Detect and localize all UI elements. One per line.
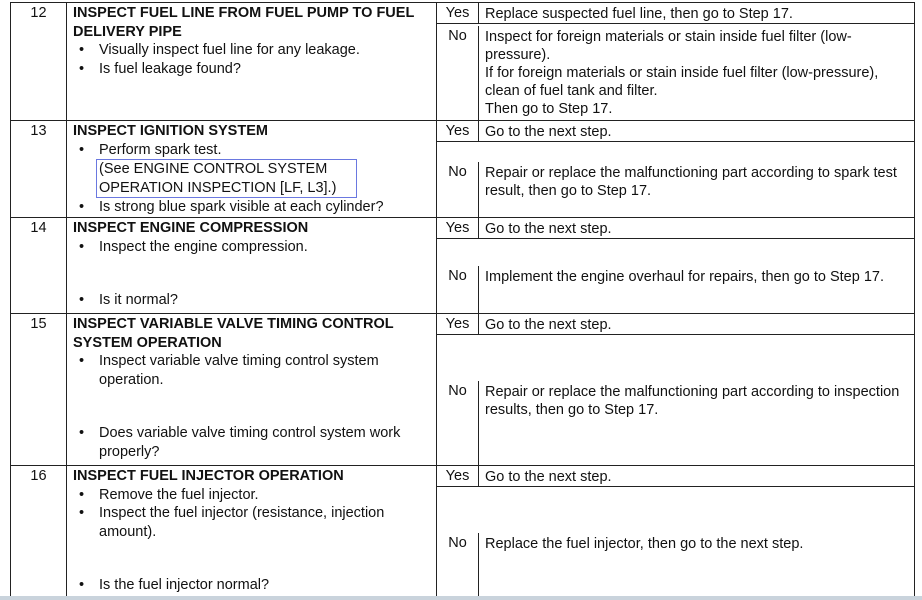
step-row-16 xyxy=(11,465,914,598)
inspection-bullet: • Visually inspect fuel line for any leakage. xyxy=(73,41,432,60)
inspection-cell xyxy=(67,121,437,221)
step-row-12 xyxy=(11,2,914,120)
step-number: 14 xyxy=(11,218,67,313)
inspection-bullet: • Remove the fuel injector. xyxy=(73,486,432,505)
no-label: No xyxy=(437,533,479,599)
step-row-15 xyxy=(11,313,914,465)
yes-action: Go to the next step. xyxy=(479,121,914,142)
yes-label: Yes xyxy=(437,466,479,487)
no-label: No xyxy=(437,162,479,220)
step-number: 16 xyxy=(11,466,67,598)
no-label: No xyxy=(437,381,479,465)
inspection-cell xyxy=(67,3,437,120)
yes-label: Yes xyxy=(437,3,479,24)
diagnostic-procedure-table xyxy=(10,2,915,598)
inspection-question: • Does variable valve timing control system work properly? xyxy=(73,424,432,461)
step-title: INSPECT IGNITION SYSTEM xyxy=(73,123,268,139)
inspection-bullet: • Inspect the engine compression. xyxy=(73,238,432,257)
yes-label: Yes xyxy=(437,314,479,335)
no-action: Replace the fuel injector, then go to the next step. xyxy=(485,535,804,552)
inspection-question: • Is the fuel injector normal? xyxy=(73,576,432,595)
yes-action: Replace suspected fuel line, then go to Step 17. xyxy=(479,3,914,24)
inspection-question: • Is fuel leakage found? xyxy=(73,60,432,79)
inspection-cell xyxy=(67,466,437,598)
step-number: 13 xyxy=(11,121,67,221)
no-action xyxy=(479,26,914,120)
no-action: Repair or replace the malfunctioning part according to spark test result, then go to Step 17. xyxy=(485,165,897,200)
no-label: No xyxy=(437,266,479,313)
no-action: Repair or replace the malfunctioning part according to inspection results, then go to Step 17. xyxy=(485,384,900,418)
step-number: 15 xyxy=(11,314,67,465)
inspection-question: • Is it normal? xyxy=(73,291,432,310)
yes-label: Yes xyxy=(437,218,479,239)
viewer-bottom-edge xyxy=(0,596,922,600)
inspection-cell xyxy=(67,314,437,465)
step-title: INSPECT ENGINE COMPRESSION xyxy=(73,220,309,236)
no-action-line: Then go to Step 17. xyxy=(485,101,613,117)
yes-action: Go to the next step. xyxy=(479,314,914,335)
yes-action: Go to the next step. xyxy=(479,466,914,487)
no-action-line: Inspect for foreign materials or stain inside fuel filter (low-pressure). xyxy=(485,29,852,63)
yes-label: Yes xyxy=(437,121,479,142)
step-title: INSPECT VARIABLE VALVE TIMING CONTROL SYSTEM OPERATION xyxy=(73,316,394,351)
no-action-line: If for foreign materials or stain inside fuel filter (low-pressure), clean of fuel tank and filter. xyxy=(485,65,879,99)
inspection-question: • Is strong blue spark visible at each cylinder? xyxy=(73,198,432,217)
no-action: Implement the engine overhaul for repairs, then go to Step 17. xyxy=(485,269,884,285)
step-title: INSPECT FUEL INJECTOR OPERATION xyxy=(73,468,344,484)
inspection-bullet: • Inspect the fuel injector (resistance, injection amount). xyxy=(73,504,432,541)
inspection-bullet xyxy=(73,141,432,199)
step-title: INSPECT FUEL LINE FROM FUEL PUMP TO FUEL DELIVERY PIPE xyxy=(73,5,415,40)
inspection-bullet: • Inspect variable valve timing control system operation. xyxy=(73,352,432,389)
step-row-13 xyxy=(11,120,914,217)
bullet-text: • Perform spark test. xyxy=(99,141,222,158)
step-row-14 xyxy=(11,217,914,313)
inspection-cell xyxy=(67,218,437,313)
no-label: No xyxy=(437,26,479,120)
yes-action: Go to the next step. xyxy=(479,218,914,239)
reference-link[interactable]: (See ENGINE CONTROL SYSTEM OPERATION INSPECTION [LF, L3].) xyxy=(96,159,357,198)
step-number: 12 xyxy=(11,3,67,120)
